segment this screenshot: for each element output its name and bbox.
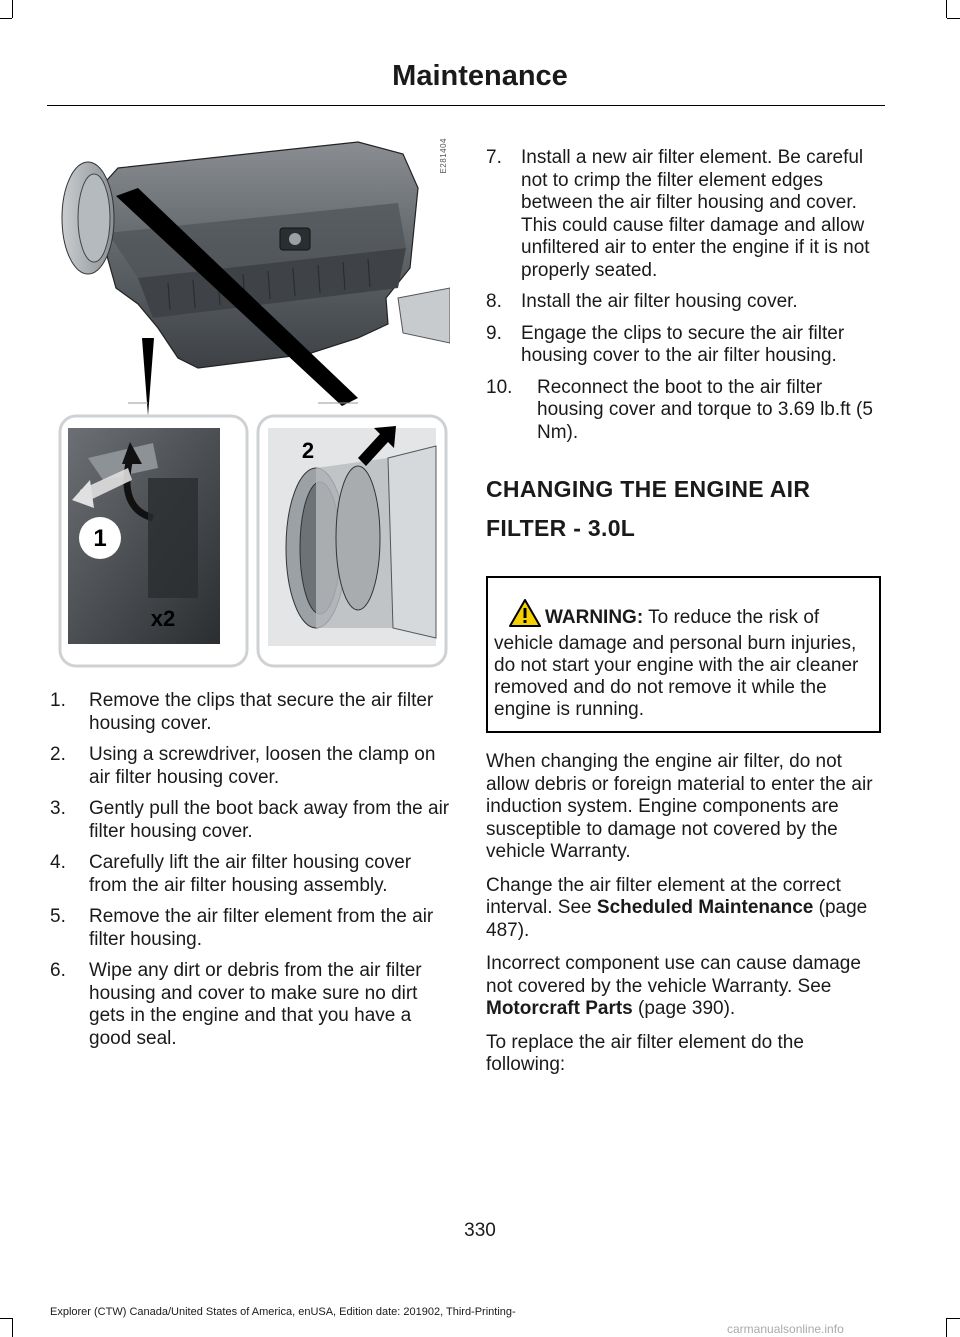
- crop-mark: [0, 1318, 12, 1319]
- callout-2: 2: [301, 438, 315, 463]
- warning-label: WARNING:: [545, 607, 644, 628]
- step-item: 6. Wipe any dirt or debris from the air filter housing and cover to make sure no dirt gets in the engine and that you have a good seal.: [50, 960, 422, 1049]
- procedure-steps-part-2: [486, 147, 881, 444]
- crop-mark: [946, 1318, 947, 1337]
- page-number: 330: [464, 1220, 496, 1241]
- right-column: [486, 147, 881, 1088]
- step-item: 4. Carefully lift the air filter housing cover from the air filter housing assembly.: [50, 852, 412, 896]
- figure-id: E281404: [439, 138, 448, 174]
- page-title: Maintenance: [392, 60, 568, 92]
- crop-mark: [946, 0, 947, 18]
- warning-triangle-icon: [509, 599, 541, 633]
- step-item: 8. Install the air filter housing cover.: [486, 291, 798, 312]
- step-item: 10. Reconnect the boot to the air filter housing cover and torque to 3.69 lb.ft (5 Nm).: [486, 376, 873, 443]
- paragraph-replace-intro: To replace the air filter element do the following:: [486, 1031, 804, 1075]
- callout-x2: x2: [150, 606, 176, 631]
- link-scheduled-maintenance[interactable]: Scheduled Maintenance: [596, 897, 814, 918]
- step-item: 5. Remove the air filter element from the air filter housing.: [50, 906, 434, 950]
- paragraph-components: Incorrect component use can cause damage not covered by the vehicle Warranty. See Motorcraft Parts (page 390).: [486, 953, 861, 1019]
- paragraph-interval: Change the air filter element at the correct interval. See Scheduled Maintenance (page 487).: [486, 874, 868, 941]
- link-motorcraft-parts[interactable]: Motorcraft Parts: [486, 998, 633, 1019]
- left-column: [50, 690, 450, 1059]
- step-item: 2. Using a screwdriver, loosen the clamp on air filter housing cover.: [50, 744, 436, 788]
- paragraph-debris: When changing the engine air filter, do not allow debris or foreign material to enter the air induction system. Engine components are susceptible to damage not covered by the vehicle Warranty.: [486, 751, 873, 862]
- step-item: 1. Remove the clips that secure the air filter housing cover.: [50, 690, 434, 734]
- crop-mark: [12, 1318, 13, 1337]
- step-item: 3. Gently pull the boot back away from the air filter housing cover.: [50, 798, 450, 842]
- air-filter-housing-drawing: [58, 128, 450, 670]
- section-heading: CHANGING THE ENGINE AIR FILTER - 3.0L: [486, 476, 811, 541]
- warning-box: [486, 576, 881, 733]
- crop-mark: [947, 1318, 960, 1319]
- step-item: 7. Install a new air filter element. Be careful not to crimp the filter element edges between the air filter housing and cover. This could cause filter damage and allow unfiltered air to enter the engine if it is not properly seated.: [486, 147, 870, 281]
- air-filter-illustration: [58, 128, 450, 670]
- crop-mark: [12, 0, 13, 18]
- crop-mark: [0, 18, 12, 19]
- callout-1: 1: [93, 525, 107, 552]
- crop-mark: [947, 18, 960, 19]
- header-divider: [47, 105, 885, 106]
- warning-text: To reduce the risk of vehicle damage and personal burn injuries, do not start your engine with the air cleaner removed and do not remove it while the engine is running.: [494, 607, 859, 720]
- step-item: 9. Engage the clips to secure the air filter housing cover to the air filter housing.: [486, 322, 845, 366]
- edition-footer: Explorer (CTW) Canada/United States of America, enUSA, Edition date: 201902, Third-Printing-: [50, 1306, 516, 1318]
- procedure-steps-part-1: [50, 690, 450, 1050]
- watermark: carmanualsonline.info: [727, 1322, 844, 1336]
